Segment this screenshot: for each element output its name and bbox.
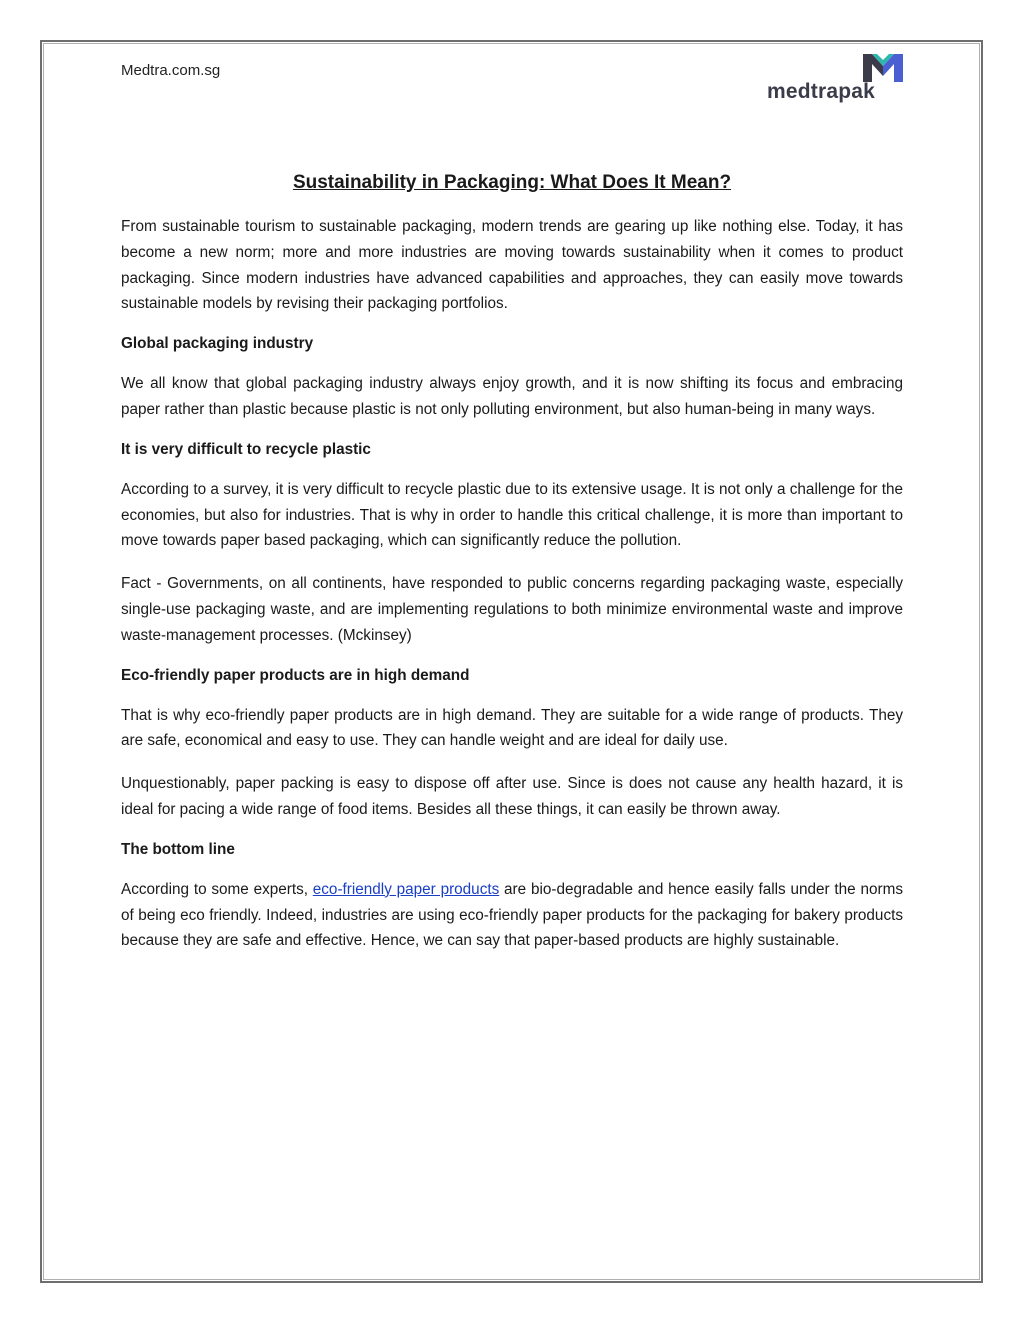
closing-text-end: are bio-degradable and hence easily falls under the norms of being eco friendly. Indeed, industries are using eco-friendly paper products for the packaging for bakery products because they are safe and effective. Hence, we can say that paper-based products are highly sustainable. — [121, 880, 903, 950]
intro-paragraph: From sustainable tourism to sustainable packaging, modern trends are gearing up like nothing else. Today, it has become a new norm; more and more industries are moving towards sustainability when it comes to product packaging. Since modern industries have advanced capabilities and approaches, they can easily move towards sustainable models by revising their packaging portfolios. — [121, 218, 903, 313]
medtrapak-logo — [767, 52, 907, 104]
logo-wordmark: medtrapak — [767, 80, 876, 103]
section-heading-bottom-line: The bottom line — [121, 840, 235, 858]
document-title: Sustainability in Packaging: What Does It Mean? — [292, 172, 732, 193]
site-name: Medtra.com.sg — [121, 62, 221, 79]
section-heading-global-packaging: Global packaging industry — [121, 335, 314, 353]
closing-paragraph — [121, 877, 903, 954]
closing-text-start: According to some experts, — [121, 880, 313, 898]
eco-friendly-products-link[interactable]: eco-friendly paper products — [312, 880, 500, 898]
document-body — [121, 172, 903, 971]
section-heading-eco-friendly: Eco-friendly paper products are in high demand — [121, 666, 470, 684]
section-paragraph: That is why eco-friendly paper products are in high demand. They are suitable for a wide range of products. They are safe, economical and easy to use. They can handle weight and are ideal for daily use. — [121, 706, 903, 750]
fact-paragraph: Fact - Governments, on all continents, have responded to public concerns regarding packaging waste, especially single-use packaging waste, and are implementing regulations to both minimize environmental waste and improve waste-management processes. (Mckinsey) — [121, 575, 903, 644]
section-paragraph: According to a survey, it is very difficult to recycle plastic due to its extensive usage. It is not only a challenge for the economies, but also for industries. That is why in order to handle this critical challenge, it is more than important to move towards paper based packaging, which can significantly reduce the pollution. — [121, 480, 903, 550]
section-heading-recycle-plastic: It is very difficult to recycle plastic — [121, 440, 371, 458]
section-paragraph: Unquestionably, paper packing is easy to dispose off after use. Since is does not cause any health hazard, it is ideal for pacing a wide range of food items. Besides all these things, it can easily be thrown away. — [121, 775, 903, 818]
section-paragraph: We all know that global packaging industry always enjoy growth, and it is now shifting its focus and embracing paper rather than plastic because plastic is not only polluting environment, but also human-being in many ways. — [121, 375, 903, 418]
